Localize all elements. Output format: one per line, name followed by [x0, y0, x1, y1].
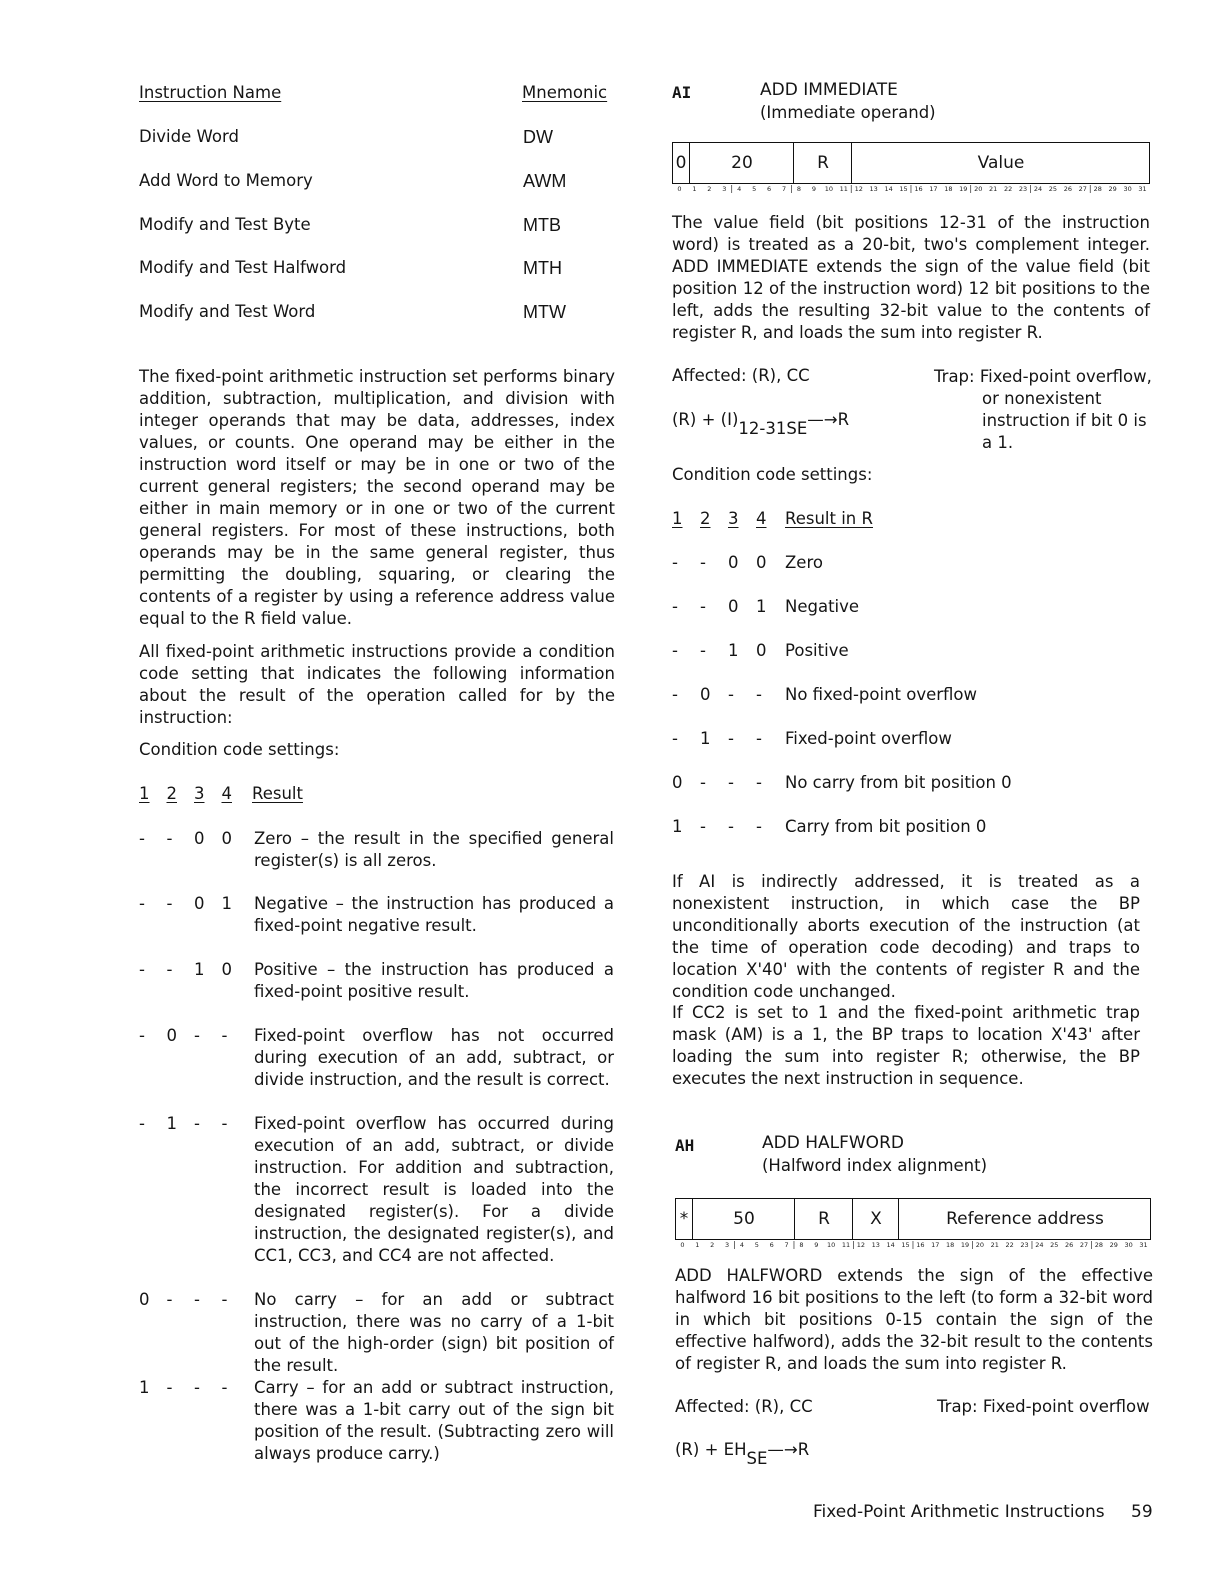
- ah-title: ADD HALFWORD: [762, 1133, 904, 1153]
- cc-bit: -: [728, 773, 734, 792]
- cc-row: [672, 640, 849, 662]
- bit-position-label: 27: [1079, 1241, 1089, 1249]
- cc-row: [672, 816, 987, 838]
- instruction-mnemonic: DW: [523, 127, 553, 147]
- cc-bit: 0: [221, 829, 232, 848]
- ah-trap: Trap: Fixed-point overflow: [937, 1397, 1150, 1416]
- ah-formula-sub: SE: [746, 1449, 768, 1468]
- ah-format-diagram: [675, 1198, 1153, 1252]
- ah-description: ADD HALFWORD extends the sign of the effective halfword 16 bit positions to the left (to form a 32-bit word in which bit positions 0-15 contain the sign of the effective halfword), adds the 32-bit result to the contents of register R, and loads the sum into register R.: [675, 1266, 1153, 1373]
- bit-position-label: 14: [886, 1241, 895, 1249]
- bit-position-label: 21: [990, 1241, 999, 1249]
- bit-position-label: 18: [946, 1241, 955, 1249]
- cc-bit: -: [166, 894, 173, 913]
- intro-paragraph: The fixed-point arithmetic instruction set performs binary addition, subtraction, multiplication, and division with integer operands that may be data, addresses, index values, or counts. One operand may be either in the instruction word itself or may be in one or two of the current general registers; the second operand may be either in main memory or in one or two of the current general registers. For most of these instructions, both operands may be in the same general register, thus permitting the doubling, squaring, or clearing the contents of a register by using a reference address value equal to the R field value.: [139, 367, 615, 628]
- bit-position-label: 12: [854, 185, 863, 193]
- cc-bit: -: [700, 817, 706, 836]
- cc-bit: 0: [139, 1290, 150, 1309]
- cc-bit: -: [221, 1378, 228, 1397]
- bit-position-label: 10: [824, 185, 833, 193]
- cc-bit: -: [194, 1378, 200, 1397]
- cc-description: Positive – the instruction has produced a fixed-point positive result.: [254, 960, 614, 1001]
- bit-boundary-tick: |: [1029, 184, 1032, 193]
- ah-field-r: R: [794, 1199, 853, 1239]
- cc-bit: -: [166, 829, 173, 848]
- bit-position-label: 28: [1093, 185, 1102, 193]
- bit-position-label: 29: [1109, 1241, 1118, 1249]
- bit-position-label: 2: [710, 1241, 715, 1249]
- ai-field-value: Value: [851, 143, 1150, 183]
- cc-bit: -: [672, 641, 678, 660]
- footer-section-title: Fixed-Point Arithmetic Instructions: [813, 1502, 1105, 1522]
- cc-description: Fixed-point overflow has not occurred during execution of an add, subtract, or divide instruction, and the result is correct.: [254, 1026, 614, 1089]
- bit-position-label: 17: [931, 1241, 940, 1249]
- cc-description: Fixed-point overflow has occurred during execution of an add, subtract, or divide instruction. For addition and subtraction, the incorrect result is loaded into the designated register(s). For a divide instruction, the designated register(s), and CC1, CC3, and CC4 are not affected.: [254, 1114, 614, 1265]
- bit-position-label: 1: [692, 185, 697, 193]
- cc-description: Negative – the instruction has produced a fixed-point negative result.: [254, 894, 614, 935]
- ai-formula-main: (R) + (I): [672, 410, 739, 429]
- instruction-mnemonic: MTB: [523, 215, 561, 235]
- cc-bit: -: [194, 1114, 200, 1133]
- bit-boundary-tick: |: [790, 184, 793, 193]
- bit-position-label: 23: [1018, 185, 1028, 193]
- cc-description: Carry from bit position 0: [785, 817, 987, 836]
- cc-header: [139, 783, 619, 805]
- cc-bit: -: [166, 1290, 173, 1309]
- ai-indirect-paragraph: If AI is indirectly addressed, it is treated as a nonexistent instruction, in which case the BP unconditionally aborts execution of the instruction (at the time of operation code decoding) and traps to location X'40' with the contents of register R and the condition code unchanged.: [672, 872, 1140, 1001]
- ah-affected: Affected: (R), CC: [675, 1397, 813, 1416]
- bit-position-label: 25: [1050, 1241, 1059, 1249]
- cc-bit: -: [166, 960, 173, 979]
- bit-boundary-tick: |: [1090, 1240, 1093, 1249]
- ai-cc-header: [672, 508, 874, 530]
- cc-bit: 1: [194, 960, 205, 979]
- bit-boundary-tick: |: [792, 1240, 796, 1249]
- ah-field-opcode: 50: [692, 1199, 795, 1239]
- cc-row: [139, 893, 619, 935]
- instruction-name: Modify and Test Word: [139, 302, 316, 321]
- bit-position-label: 3: [722, 185, 727, 193]
- bit-position-label: 0: [680, 1241, 685, 1249]
- ai-description: The value field (bit positions 12-31 of the instruction word) is treated as a 20-bit, two's complement integer. ADD IMMEDIATE extends the sign of the value field (bit position 12 of the instruction word) 12 bit positions to the left, adds the resulting 32-bit value to the contents of register R, and loads the sum into register R.: [672, 213, 1150, 342]
- ah-field-x: X: [852, 1199, 899, 1239]
- cc-description: Positive: [785, 641, 849, 660]
- cc-bit: -: [700, 597, 706, 616]
- bit-boundary-tick: |: [911, 1240, 915, 1249]
- ai-field-indirect: 0: [675, 153, 687, 173]
- bit-ruler: [672, 184, 1150, 194]
- bit-position-label: 11: [839, 185, 848, 193]
- bit-position-label: 4: [737, 185, 742, 193]
- ai-formula: [672, 410, 850, 438]
- ah-field-indirect: *: [679, 1209, 689, 1229]
- cc-bit: -: [221, 1114, 228, 1133]
- cc-bit: 0: [700, 685, 711, 704]
- bit-position-label: 26: [1063, 185, 1072, 193]
- cc-bit: -: [194, 1290, 200, 1309]
- cc-bit: -: [672, 729, 678, 748]
- cc-bit: 1: [728, 641, 739, 660]
- bit-position-label: 2: [707, 185, 712, 193]
- cc-row: [139, 1289, 619, 1375]
- cc-bit: 0: [194, 894, 205, 913]
- ai-subtitle: (Immediate operand): [760, 103, 936, 122]
- bit-ruler: [675, 1240, 1151, 1250]
- cc-row: [139, 1025, 619, 1089]
- cc-description: Zero – the result in the specified general register(s) is all zeros.: [254, 829, 614, 870]
- page-number: 59: [1131, 1502, 1153, 1522]
- cc-row: [672, 596, 860, 618]
- ai-formula-arrow: —→R: [807, 410, 850, 429]
- bit-boundary-tick: |: [969, 184, 973, 193]
- bit-position-label: 13: [869, 185, 878, 193]
- bit-position-label: 9: [811, 185, 816, 193]
- cc-bit: 0: [221, 960, 232, 979]
- cc-description: Zero: [785, 553, 823, 572]
- ai-trap: Trap: Fixed-point overflow, or nonexistent instruction if bit 0 is a 1.: [934, 367, 1152, 452]
- ai-title: ADD IMMEDIATE: [760, 80, 898, 100]
- bit-position-label: 6: [767, 185, 772, 193]
- bit-position-label: 6: [769, 1241, 774, 1249]
- bit-position-label: 24: [1035, 1241, 1044, 1249]
- cc-header-bit: 4: [756, 509, 767, 528]
- bit-position-label: 16: [914, 185, 923, 193]
- cc-bit: 0: [756, 641, 767, 660]
- ai-affected: Affected: (R), CC: [672, 366, 810, 385]
- col-header-name: Instruction Name: [139, 83, 282, 102]
- ah-field-reference: Reference address: [898, 1199, 1151, 1239]
- cc-bit: -: [221, 1290, 228, 1309]
- ai-format-diagram: [672, 142, 1150, 196]
- cc-header-label: Result: [252, 784, 303, 803]
- bit-position-label: 23: [1020, 1241, 1029, 1249]
- instruction-mnemonic: MTW: [523, 302, 566, 322]
- bit-position-label: 26: [1065, 1241, 1074, 1249]
- cc-row: [139, 959, 619, 1001]
- ah-formula-arrow: —→R: [767, 1440, 810, 1459]
- bit-boundary-tick: |: [730, 184, 734, 193]
- bit-position-label: 14: [884, 185, 893, 193]
- cc-bit: -: [139, 1026, 145, 1045]
- cc-bit: -: [728, 729, 734, 748]
- cc-row: [672, 684, 978, 706]
- cc-bit: -: [700, 641, 706, 660]
- cc-bit: -: [756, 729, 762, 748]
- ah-opcode: AH: [675, 1136, 695, 1155]
- cc-bit: -: [139, 894, 145, 913]
- bit-position-label: 29: [1108, 185, 1117, 193]
- cc-row: [139, 828, 619, 870]
- bit-position-label: 11: [841, 1241, 851, 1249]
- bit-position-label: 3: [724, 1241, 730, 1249]
- cc-header-bit: 1: [672, 509, 683, 528]
- bit-position-label: 8: [796, 185, 802, 193]
- cc-bit: -: [756, 773, 762, 792]
- cc-bit: -: [700, 553, 706, 572]
- cc-bit: -: [139, 1114, 145, 1133]
- bit-position-label: 9: [814, 1241, 819, 1249]
- ah-formula-main: (R) + EH: [675, 1440, 747, 1459]
- cc-bit: 1: [221, 894, 232, 913]
- cc-row: [139, 1377, 619, 1463]
- bit-position-label: 7: [784, 1241, 789, 1249]
- cc-bit: 0: [728, 597, 739, 616]
- cc-title: Condition code settings:: [139, 740, 340, 759]
- cc-bit: 0: [756, 553, 767, 572]
- cc-bit: 1: [139, 1378, 150, 1397]
- bit-position-label: 15: [899, 185, 908, 193]
- bit-boundary-tick: |: [1088, 184, 1092, 193]
- bit-position-label: 19: [959, 185, 968, 193]
- cc-bit: -: [728, 817, 734, 836]
- bit-position-label: 21: [989, 185, 998, 193]
- cc-bit: -: [672, 553, 678, 572]
- cc-bit: -: [194, 1026, 200, 1045]
- bit-boundary-tick: |: [909, 184, 913, 193]
- cc-row: [672, 728, 952, 750]
- bit-position-label: 1: [695, 1241, 700, 1249]
- bit-boundary-tick: |: [852, 1240, 855, 1249]
- bit-position-label: 24: [1033, 185, 1043, 193]
- cc-bit: -: [672, 597, 678, 616]
- ai-field-r: R: [793, 143, 852, 183]
- instruction-mnemonic: AWM: [523, 171, 567, 191]
- bit-position-label: 5: [752, 185, 757, 193]
- cc-bit: -: [672, 685, 678, 704]
- cc-bit: 0: [672, 773, 683, 792]
- ah-subtitle: (Halfword index alignment): [762, 1156, 988, 1175]
- bit-position-label: 28: [1094, 1241, 1104, 1249]
- bit-boundary-tick: |: [1030, 1240, 1034, 1249]
- cc-bit: 0: [194, 829, 205, 848]
- bit-position-label: 18: [944, 185, 953, 193]
- instruction-name: Modify and Test Byte: [139, 215, 311, 234]
- bit-position-label: 13: [871, 1241, 880, 1249]
- cc-description: Fixed-point overflow: [785, 729, 952, 748]
- cc-bit: -: [756, 685, 762, 704]
- bit-position-label: 16: [916, 1241, 925, 1249]
- cc-description: No carry from bit position 0: [785, 773, 1012, 792]
- instruction-name: Add Word to Memory: [139, 171, 313, 190]
- cc-bit: -: [139, 960, 145, 979]
- cc-description: No fixed-point overflow: [785, 685, 978, 704]
- cc-header-bit: 1: [139, 784, 150, 803]
- cc-bit: -: [166, 1378, 173, 1397]
- cc-intro-paragraph: All fixed-point arithmetic instructions provide a condition code setting that indicates the following information about the result of the operation called for by the instruction:: [139, 642, 615, 727]
- bit-position-label: 22: [1005, 1241, 1014, 1249]
- ah-formula: [675, 1440, 810, 1468]
- bit-position-label: 12: [856, 1241, 866, 1249]
- bit-position-label: 4: [739, 1241, 744, 1249]
- cc-header-bit: 3: [194, 784, 205, 803]
- cc-header-label: Result in R: [785, 509, 873, 528]
- bit-boundary-tick: |: [849, 184, 853, 193]
- bit-position-label: 8: [799, 1241, 804, 1249]
- bit-position-label: 27: [1078, 185, 1087, 193]
- cc-header-bit: 2: [166, 784, 177, 803]
- bit-position-label: 5: [754, 1241, 759, 1249]
- cc-bit: 0: [728, 553, 739, 572]
- cc-bit: 1: [166, 1114, 177, 1133]
- cc-bit: 1: [700, 729, 711, 748]
- bit-position-label: 30: [1123, 185, 1132, 193]
- bit-position-label: 19: [960, 1241, 970, 1249]
- cc-bit: 1: [756, 597, 767, 616]
- cc-header-bit: 4: [221, 784, 232, 803]
- cc-description: No carry – for an add or subtract instruction, there was no carry of a 1-bit out of the high-order (sign) bit position of the result.: [254, 1290, 614, 1375]
- ai-formula-sub: 12-31SE: [738, 419, 808, 438]
- cc-bit: 1: [672, 817, 683, 836]
- cc-bit: -: [221, 1026, 228, 1045]
- bit-position-label: 17: [929, 185, 938, 193]
- cc-bit: 0: [166, 1026, 177, 1045]
- instruction-mnemonic: MTH: [523, 258, 562, 278]
- ai-opcode: AI: [672, 83, 692, 102]
- col-header-mnemonic: Mnemonic: [522, 83, 608, 102]
- bit-position-label: 20: [975, 1241, 985, 1249]
- ai-field-opcode: 20: [689, 143, 794, 183]
- bit-boundary-tick: |: [971, 1240, 974, 1249]
- cc-row: [672, 552, 823, 574]
- cc-row: [139, 1113, 619, 1265]
- ai-trap-paragraph: If CC2 is set to 1 and the fixed-point arithmetic trap mask (AM) is a 1, the BP traps to location X'43' after loading the sum into register R; otherwise, the BP executes the next instruction in sequence.: [672, 1003, 1140, 1088]
- instruction-name: Modify and Test Halfword: [139, 258, 347, 277]
- cc-description: Carry – for an add or subtract instruction, there was a 1-bit carry out of the sign bit position of the result. (Subtracting zero will always produce carry.): [254, 1378, 614, 1463]
- cc-row: [672, 772, 1012, 794]
- cc-header-bit: 3: [728, 509, 739, 528]
- bit-position-label: 20: [974, 185, 983, 193]
- bit-position-label: 22: [1003, 185, 1013, 193]
- bit-position-label: 31: [1138, 185, 1147, 193]
- bit-position-label: 31: [1139, 1241, 1148, 1249]
- cc-bit: -: [728, 685, 734, 704]
- instruction-name: Divide Word: [139, 127, 239, 146]
- bit-position-label: 7: [781, 185, 787, 193]
- bit-position-label: 10: [827, 1241, 836, 1249]
- bit-boundary-tick: |: [733, 1240, 736, 1249]
- cc-bit: -: [139, 829, 145, 848]
- cc-header-bit: 2: [700, 509, 711, 528]
- bit-position-label: 0: [677, 185, 682, 193]
- bit-position-label: 15: [901, 1241, 910, 1249]
- cc-bit: -: [700, 773, 706, 792]
- ai-cc-title: Condition code settings:: [672, 465, 873, 484]
- cc-description: Negative: [785, 597, 860, 616]
- cc-bit: -: [756, 817, 762, 836]
- bit-position-label: 25: [1048, 185, 1058, 193]
- bit-position-label: 30: [1124, 1241, 1133, 1249]
